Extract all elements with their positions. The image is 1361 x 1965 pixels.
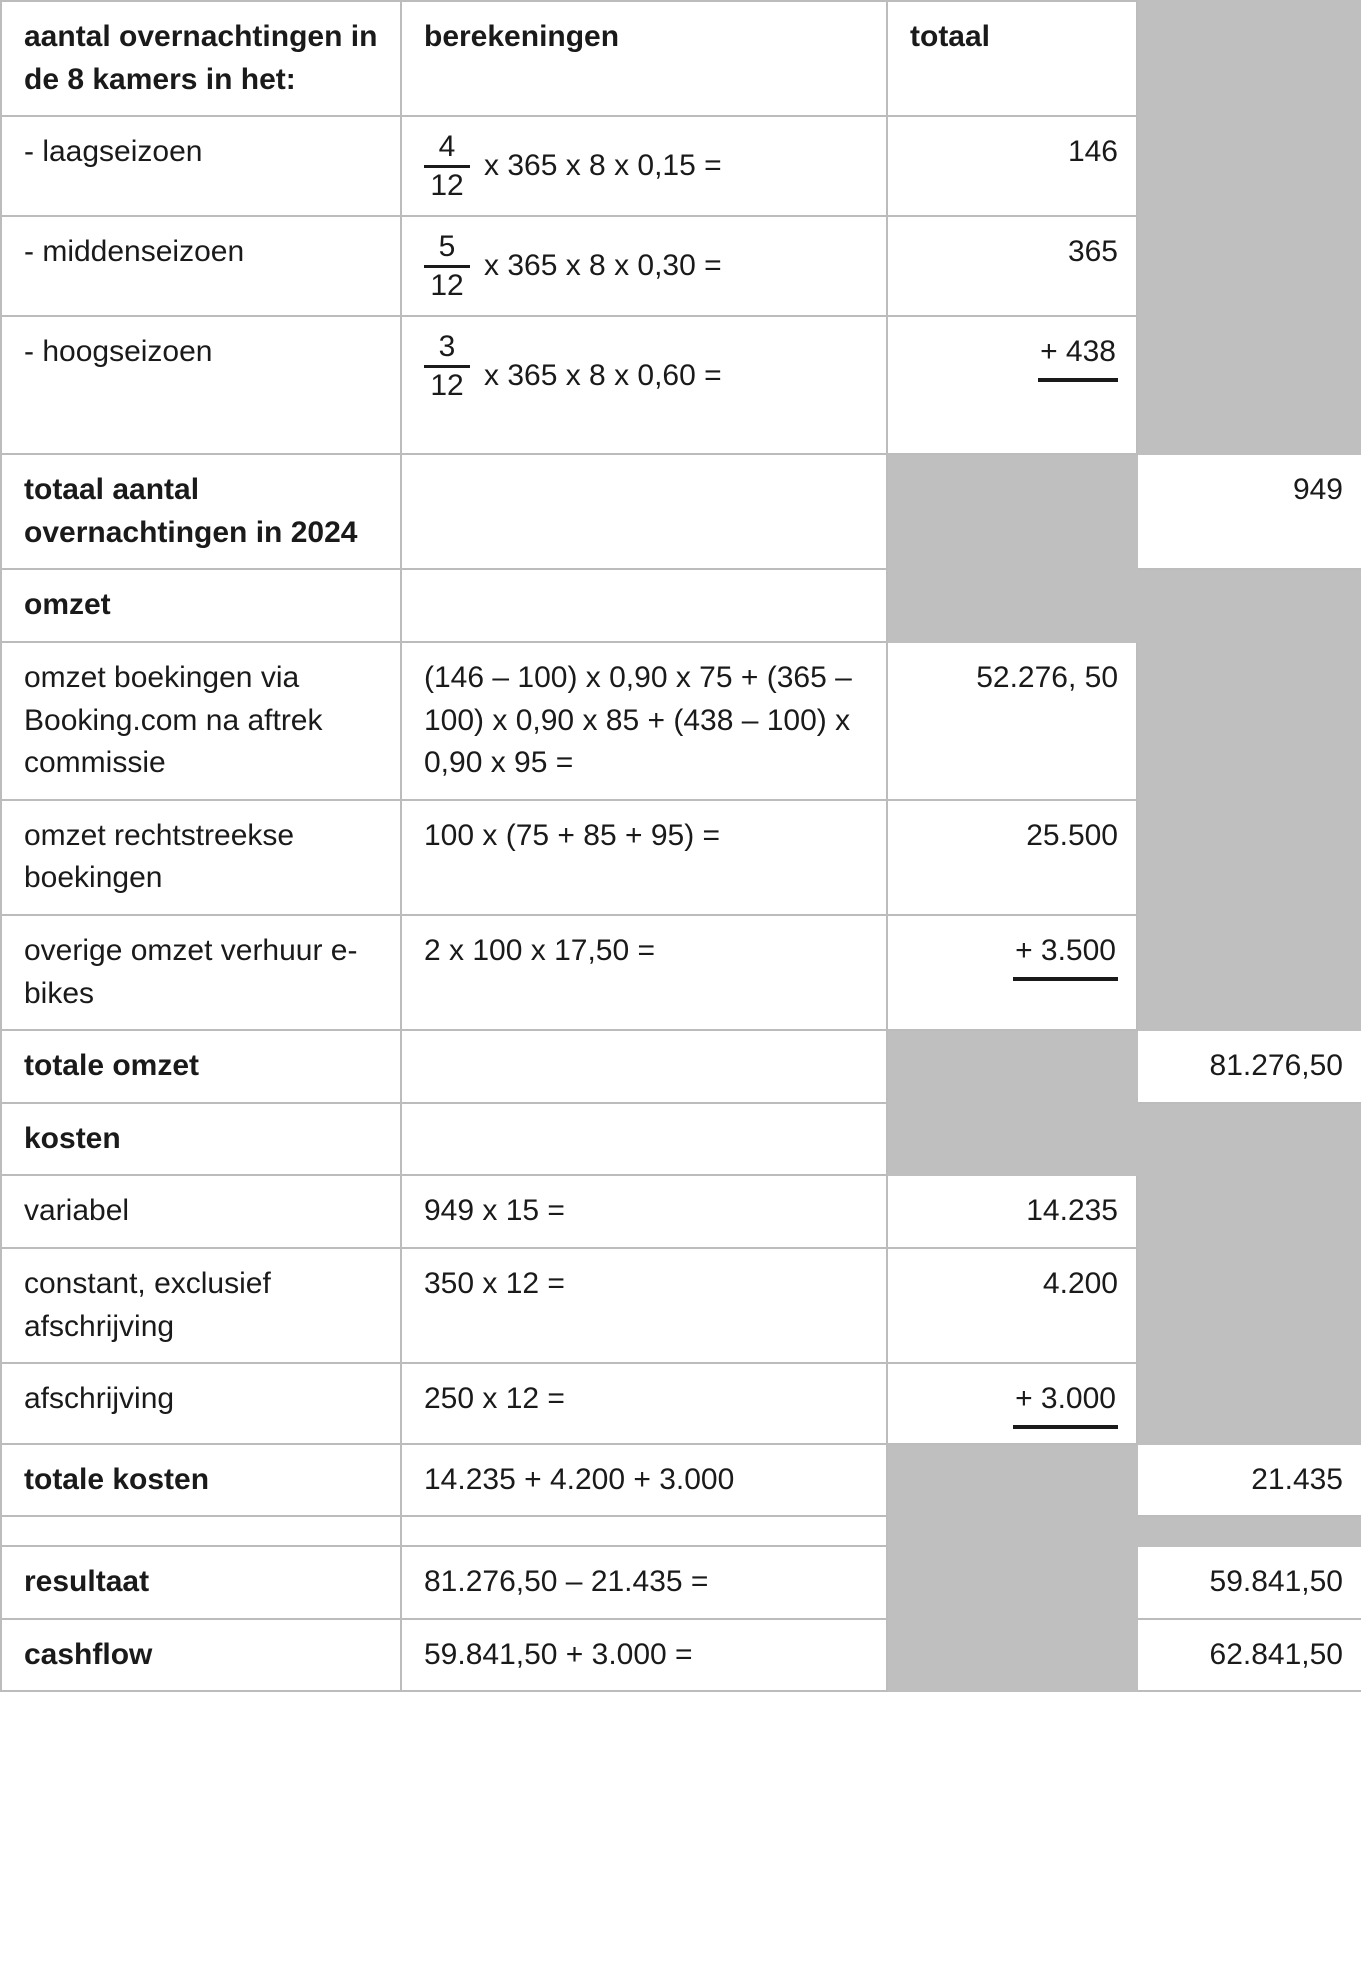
row-calc-hoogseizoen [401,316,887,454]
table-row [1,216,1361,316]
row-label-cashflow: cashflow [1,1619,401,1692]
filler-cell [887,1103,1137,1176]
filler-cell [1137,1248,1361,1363]
row-calc-constant: 350 x 12 = [401,1248,887,1363]
filler-cell [887,1619,1137,1692]
filler-cell [1137,915,1361,1030]
row-label-hoogseizoen: - hoogseizoen [1,316,401,454]
filler-cell [887,569,1137,642]
table-row [1,800,1361,915]
row-total-omzet-booking: 52.276, 50 [887,642,1137,800]
row-grandtotal-totale-kosten: 21.435 [1137,1444,1361,1517]
filler-cell [887,1444,1137,1517]
filler-cell [1137,1175,1361,1248]
table-row [1,316,1361,454]
table-row [1,1103,1361,1176]
row-total-middenseizoen: 365 [887,216,1137,316]
row-calc-afschrijving: 250 x 12 = [401,1363,887,1444]
row-label-resultaat: resultaat [1,1546,401,1619]
row-total-omzet-overig [887,915,1137,1030]
table-row-spacer [1,1516,1361,1546]
row-calc-cashflow: 59.841,50 + 3.000 = [401,1619,887,1692]
row-calc-omzet-booking: (146 – 100) x 0,90 x 75 + (365 – 100) x 0,90 x 85 + (438 – 100) x 0,90 x 95 = [401,642,887,800]
table-row [1,1546,1361,1619]
calc-expression: x 365 x 8 x 0,60 = [484,358,722,392]
filler-cell [1137,116,1361,216]
row-label-totaal-overnachtingen: totaal aantal overnachtingen in 2024 [1,454,401,569]
table-row [1,116,1361,216]
table-row [1,1363,1361,1444]
row-grandtotal-cashflow: 62.841,50 [1137,1619,1361,1692]
row-grandtotal-overnachtingen: 949 [1137,454,1361,569]
table-row [1,1030,1361,1103]
row-total-constant: 4.200 [887,1248,1137,1363]
row-calc-empty [401,454,887,569]
row-label-omzet-booking: omzet boekingen via Booking.com na aftrek commissie [1,642,401,800]
calc-expression: x 365 x 8 x 0,15 = [484,148,722,182]
filler-cell [1137,569,1361,642]
table-row [1,1619,1361,1692]
row-total-hoogseizoen [887,316,1137,454]
row-total-variabel: 14.235 [887,1175,1137,1248]
section-header-omzet: omzet [1,569,401,642]
filler-cell [1137,1103,1361,1176]
header-cell-calculations: berekeningen [401,1,887,116]
filler-cell [1137,642,1361,800]
row-grandtotal-resultaat: 59.841,50 [1137,1546,1361,1619]
filler-cell [1137,316,1361,454]
header-cell-category: aantal overnachtingen in de 8 kamers in het: [1,1,401,116]
row-label-laagseizoen: - laagseizoen [1,116,401,216]
row-label-omzet-overig: overige omzet verhuur e-bikes [1,915,401,1030]
table-row [1,1248,1361,1363]
calc-expression: x 365 x 8 x 0,30 = [484,248,722,282]
filler-cell [887,1030,1137,1103]
row-grandtotal-totale-omzet: 81.276,50 [1137,1030,1361,1103]
row-calc-omzet-overig: 2 x 100 x 17,50 = [401,915,887,1030]
row-calc-laagseizoen [401,116,887,216]
table-row [1,915,1361,1030]
row-label-middenseizoen: - middenseizoen [1,216,401,316]
row-calc-empty [401,1030,887,1103]
filler-cell [887,1516,1137,1546]
row-total-omzet-rechtstreeks: 25.500 [887,800,1137,915]
filler-cell [1137,1,1361,116]
fraction: $\frac{3}{12}$ [424,331,470,401]
row-calc-middenseizoen [401,216,887,316]
table-row [1,642,1361,800]
table-header-row [1,1,1361,116]
row-label-totale-omzet: totale omzet [1,1030,401,1103]
row-calc-resultaat: 81.276,50 – 21.435 = [401,1546,887,1619]
fraction: $\frac{5}{12}$ [424,231,470,301]
filler-cell [887,454,1137,569]
underlined-subtotal: + 3.000 [1013,1378,1118,1429]
row-calc-variabel: 949 x 15 = [401,1175,887,1248]
underlined-subtotal: + 438 [1038,331,1118,382]
spacer-label-cell [1,1516,401,1546]
filler-cell [1137,1516,1361,1546]
fraction: $\frac{4}{12}$ [424,131,470,201]
table-row [1,1175,1361,1248]
row-total-afschrijving [887,1363,1137,1444]
header-cell-total: totaal [887,1,1137,116]
section-header-kosten: kosten [1,1103,401,1176]
row-total-laagseizoen: 146 [887,116,1137,216]
filler-cell [1137,216,1361,316]
row-calc-omzet-rechtstreeks: 100 x (75 + 85 + 95) = [401,800,887,915]
filler-cell [1137,800,1361,915]
row-calc-totale-kosten: 14.235 + 4.200 + 3.000 [401,1444,887,1517]
table-row [1,454,1361,569]
row-label-constant: constant, exclusief afschrijving [1,1248,401,1363]
row-label-omzet-rechtstreeks: omzet rechtstreekse boekingen [1,800,401,915]
table-row [1,1444,1361,1517]
table-row [1,569,1361,642]
filler-cell [1137,1363,1361,1444]
row-calc-empty [401,1103,887,1176]
cell-spacer [424,401,868,439]
row-label-afschrijving: afschrijving [1,1363,401,1444]
underlined-subtotal: + 3.500 [1013,930,1118,981]
spacer-calc-cell [401,1516,887,1546]
filler-cell [887,1546,1137,1619]
row-label-totale-kosten: totale kosten [1,1444,401,1517]
row-calc-empty [401,569,887,642]
row-label-variabel: variabel [1,1175,401,1248]
